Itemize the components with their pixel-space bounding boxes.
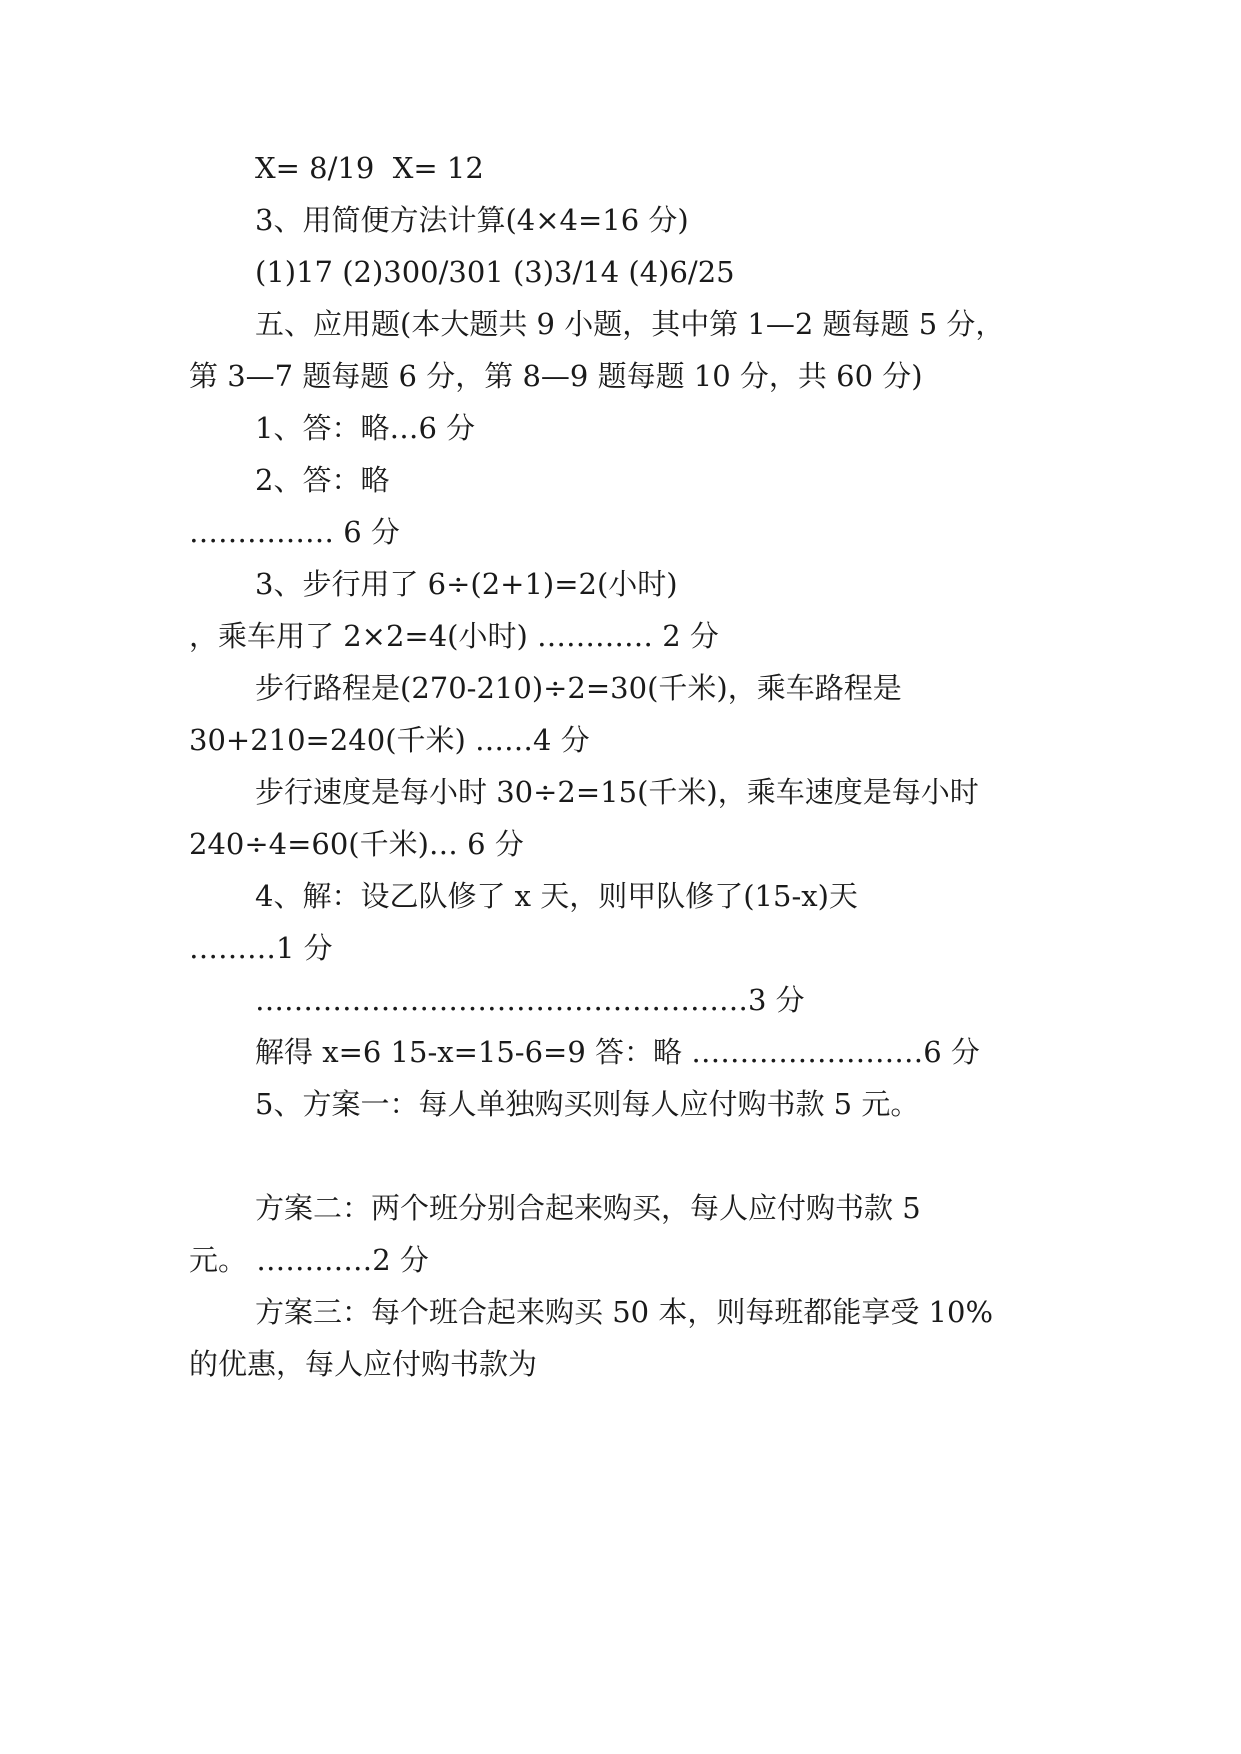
text-line: 五、应用题(本大题共 9 小题，其中第 1—2 题每题 5 分， (255, 307, 1005, 341)
text-line: 步行速度是每小时 30÷2=15(千米)，乘车速度是每小时 (255, 775, 979, 809)
text-line: …………… 6 分 (189, 515, 400, 549)
text-line: 3、步行用了 6÷(2+1)=2(小时) (255, 567, 678, 601)
text-line: 240÷4=60(千米)… 6 分 (189, 827, 524, 861)
text-line: ，乘车用了 2×2=4(小时) ………… 2 分 (189, 619, 719, 653)
text-line: 5、方案一：每人单独购买则每人应付购书款 5 元。 (255, 1087, 920, 1121)
text-line: 元。 …………2 分 (189, 1243, 429, 1277)
text-line: 解得 x=6 15-x=15-6=9 答：略 ……………………6 分 (255, 1035, 980, 1069)
text-line: 30+210=240(千米) ……4 分 (189, 723, 590, 757)
text-line: 4、解：设乙队修了 x 天，则甲队修了(15-x)天 (255, 879, 858, 913)
text-line: 2、答：略 (255, 463, 390, 497)
text-line: 方案二：两个班分别合起来购买，每人应付购书款 5 (255, 1191, 921, 1225)
text-line: ……………………………………………3 分 (255, 983, 805, 1017)
text-line: 3、用简便方法计算(4×4=16 分) (255, 203, 689, 237)
text-line: 步行路程是(270-210)÷2=30(千米)，乘车路程是 (255, 671, 902, 705)
text-line: 的优惠，每人应付购书款为 (189, 1347, 538, 1381)
text-line: (1)17 (2)300/301 (3)3/14 (4)6/25 (255, 255, 735, 289)
text-line: 第 3—7 题每题 6 分，第 8—9 题每题 10 分，共 60 分) (189, 359, 923, 393)
text-line: 方案三：每个班合起来购买 50 本，则每班都能享受 10% (255, 1295, 994, 1329)
text-line: 1、答：略…6 分 (255, 411, 476, 445)
text-line: ………1 分 (189, 931, 333, 965)
text-line: X= 8/19 X= 12 (255, 151, 484, 185)
